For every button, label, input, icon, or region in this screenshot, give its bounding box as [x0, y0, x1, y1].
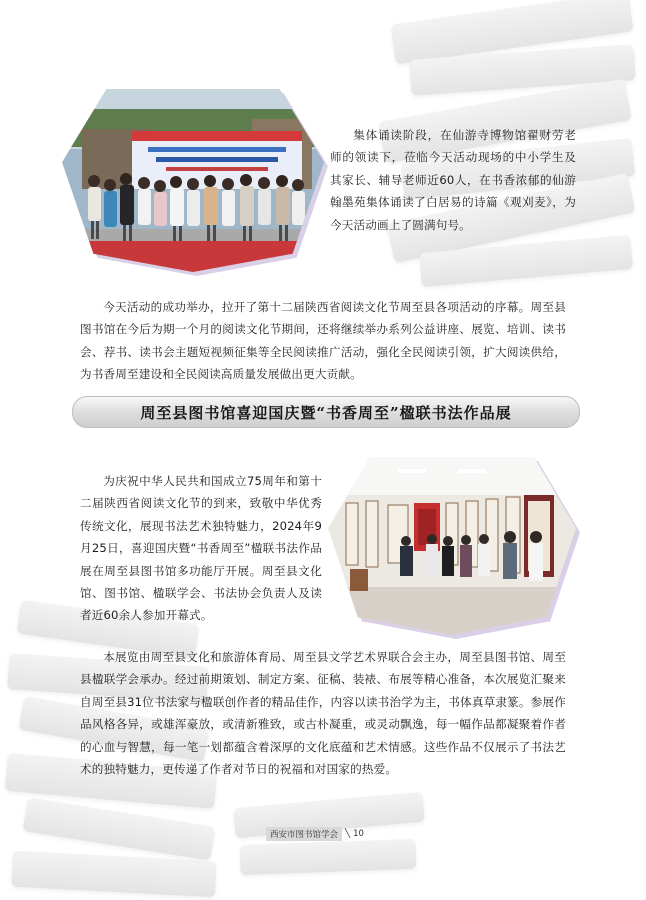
article1-paragraph1: 集体诵读阶段，在仙游寺博物馆翟财劳老师的领读下，莅临今天活动现场的中小学生及其家长、辅导老师近60人，在书香浓郁的仙游翰墨苑集体诵读了白居易的诗篇《观刈麦》，为今天活动画上了圆满句号。	[330, 128, 576, 232]
section-title-banner	[72, 396, 580, 428]
article1-paragraph2: 今天活动的成功举办，拉开了第十二届陕西省阅读文化节周至县各项活动的序幕。周至县图书馆在今后为期一个月的阅读文化节期间，还将继续举办系列公益讲座、展览、培训、读书会、荐书、读书会主题短视频征集等全民阅读推广活动，强化全民阅读引领，扩大阅读供给，为书香周至建设和全民阅读高质量发展做出更大贡献。	[80, 300, 566, 382]
page-number: 10	[353, 829, 364, 839]
footer-publisher: 西安市图书馆学会	[266, 827, 342, 841]
article2-paragraph1: 为庆祝中华人民共和国成立75周年和第十二届陕西省阅读文化节的到来，致敬中华优秀传统文化，展现书法艺术独特魅力，2024年9月25日，喜迎国庆暨“书香周至”楹联书法作品展在周至县图书馆多功能厅开展。周至县文化馆、图书馆、楹联学会、书法协会负责人及读者近60余人参加开幕式。	[80, 474, 322, 623]
article2-paragraph2: 本展览由周至县文化和旅游体育局、周至县文学艺术界联合会主办，周至县图书馆、周至县楹联学会承办。经过前期策划、制定方案、征稿、装裱、布展等精心准备，本次展览汇聚来自周至县31位书法家与楹联创作者的精品佳作，内容以读书治学为主，书体真草隶篆。参展作品风格各异，或雄浑豪放，或清新雅致，或古朴凝重，或灵动飘逸，每一幅作品都凝聚着作者的心血与智慧，每一笔一划都蕴含着深厚的文化底蕴和艺术情感。这些作品不仅展示了书法艺术的独特魅力，更传递了作者对节日的祝福和对国家的热爱。	[80, 650, 566, 777]
footer-separator: ╲	[345, 829, 351, 839]
page-footer	[266, 826, 378, 842]
section-title: 周至县图书馆喜迎国庆暨“书香周至”楹联书法作品展	[140, 403, 512, 422]
group-photo	[62, 89, 324, 272]
exhibition-photo	[328, 457, 576, 635]
